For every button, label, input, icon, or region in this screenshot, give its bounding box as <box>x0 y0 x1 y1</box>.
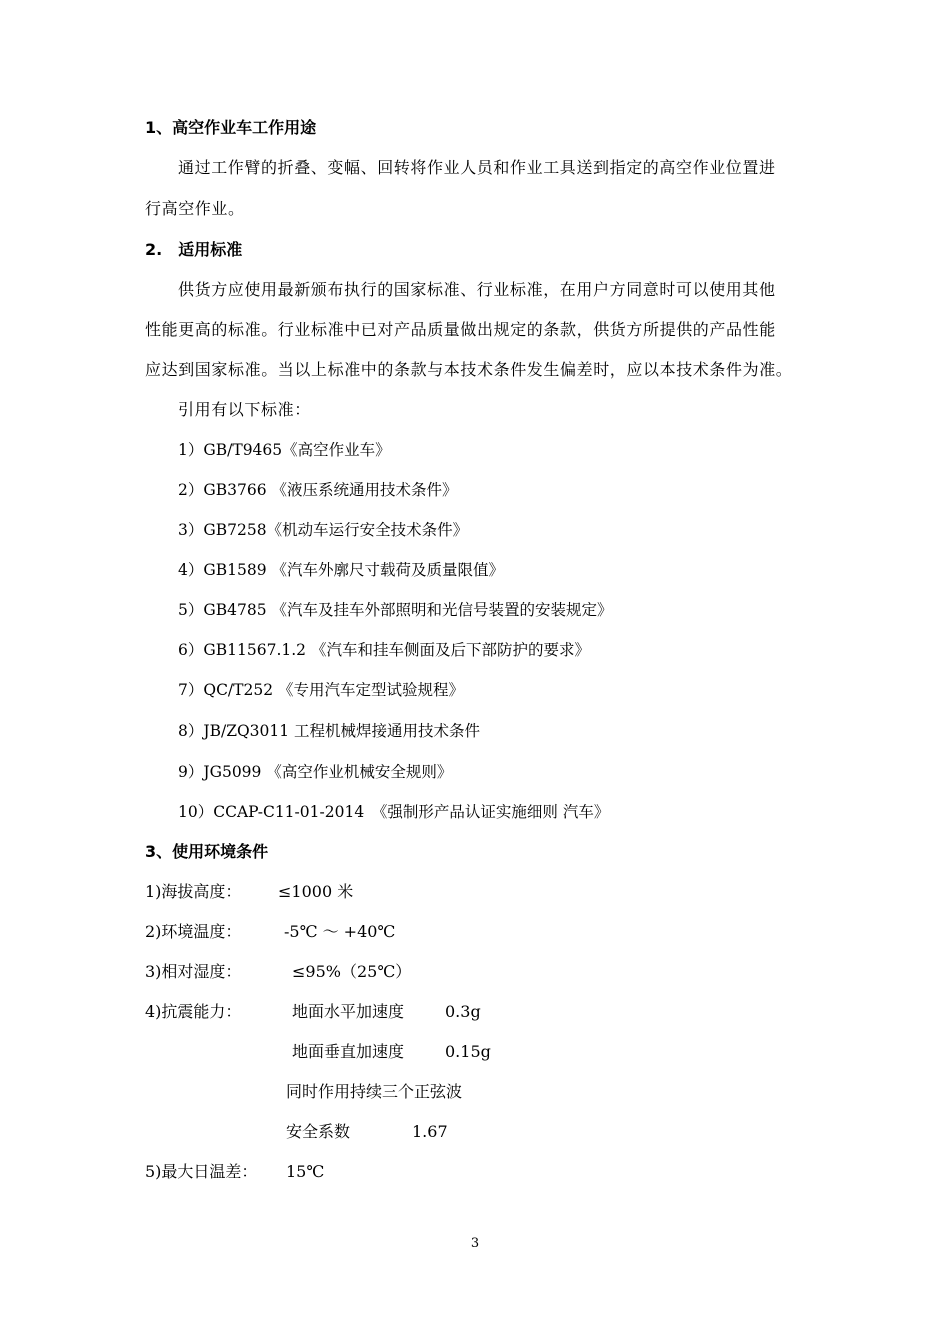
standard-item: 7）QC/T252 《专用汽车定型试验规程》 <box>178 681 465 699</box>
seismic-horizontal-value: 0.3g <box>445 1002 481 1021</box>
altitude-label: 1)海拔高度： <box>145 882 242 901</box>
page-number: 3 <box>470 1236 480 1251</box>
section-1-paragraph-line-2: 行高空作业。 <box>145 199 245 218</box>
section-2-paragraph-line-2: 性能更高的标准。行业标准中已对产品质量做出规定的条款，供货方所提供的产品性能 <box>145 320 776 339</box>
standard-item: 6）GB11567.1.2 《汽车和挂车侧面及后下部防护的要求》 <box>178 641 590 659</box>
section-2-paragraph-line-3: 应达到国家标准。当以上标准中的条款与本技术条件发生偏差时，应以本技术条件为准。 <box>145 360 793 379</box>
seismic-horizontal-label: 地面水平加速度 <box>292 1002 405 1021</box>
temperature-label: 2)环境温度： <box>145 922 242 941</box>
section-3-heading: 3、使用环境条件 <box>145 842 269 861</box>
daily-temp-range-value: 15℃ <box>286 1162 325 1181</box>
humidity-label: 3)相对湿度： <box>145 962 242 981</box>
standard-item: 4）GB1589 《汽车外廓尺寸载荷及质量限值》 <box>178 561 505 579</box>
standard-item: 8）JB/ZQ3011 工程机械焊接通用技术条件 <box>178 722 481 740</box>
standard-item: 10）CCAP-C11-01-2014 《强制形产品认证实施细则 汽车》 <box>178 803 610 821</box>
standard-item: 3）GB7258《机动车运行安全技术条件》 <box>178 521 469 539</box>
safety-factor-value: 1.67 <box>412 1122 448 1141</box>
daily-temp-range-label: 5)最大日温差： <box>145 1162 258 1181</box>
section-1-paragraph-line-1: 通过工作臂的折叠、变幅、回转将作业人员和作业工具送到指定的高空作业位置进 <box>178 158 776 177</box>
standard-item: 1）GB/T9465《高空作业车》 <box>178 441 391 459</box>
humidity-value: ≤95%（25℃） <box>292 962 412 981</box>
standard-item: 5）GB4785 《汽车及挂车外部照明和光信号装置的安装规定》 <box>178 601 613 619</box>
seismic-vertical-label: 地面垂直加速度 <box>292 1042 405 1061</box>
seismic-label: 4)抗震能力： <box>145 1002 242 1021</box>
section-1-heading: 1、高空作业车工作用途 <box>145 118 317 137</box>
temperature-value: -5℃ ～ +40℃ <box>284 922 396 941</box>
section-2-paragraph-line-1: 供货方应使用最新颁布执行的国家标准、行业标准，在用户方同意时可以使用其他 <box>178 280 776 299</box>
seismic-wave-note: 同时作用持续三个正弦波 <box>286 1082 463 1101</box>
safety-factor-label: 安全系数 <box>286 1122 351 1141</box>
altitude-value: ≤1000 米 <box>278 882 354 901</box>
standards-intro: 引用有以下标准： <box>178 400 311 419</box>
seismic-vertical-value: 0.15g <box>445 1042 491 1061</box>
section-2-heading: 2. 适用标准 <box>145 240 243 259</box>
standard-item: 9）JG5099 《高空作业机械安全规则》 <box>178 763 453 781</box>
standard-item: 2）GB3766 《液压系统通用技术条件》 <box>178 481 458 499</box>
